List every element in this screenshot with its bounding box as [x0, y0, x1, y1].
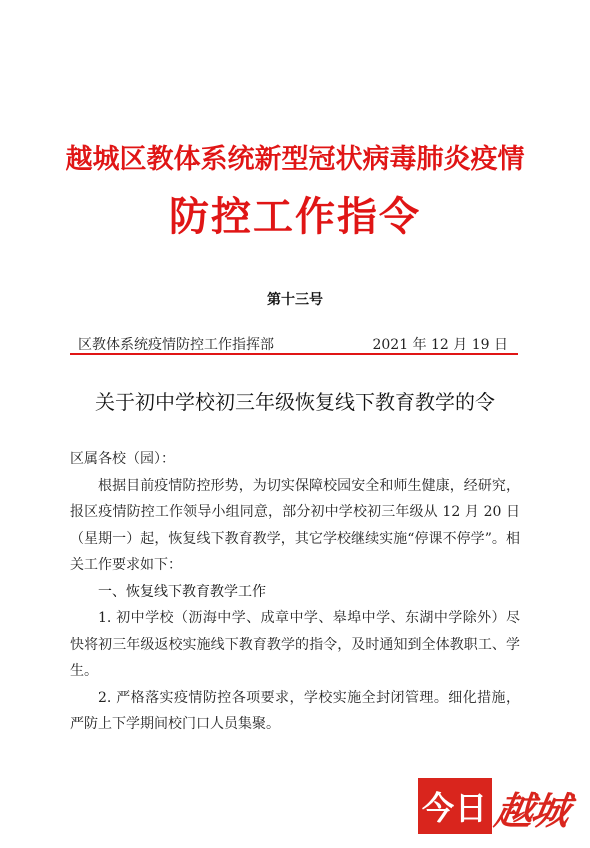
salutation: 区属各校（园）：: [70, 451, 175, 467]
intro-paragraph: 根据目前疫情防控形势，为切实保障校园安全和师生健康，经研究，报区疫情防控工作领导小组同意，部分初中学校初三年级从 12 月 20 日（星期一）起，恢复线下教育教学，其它学校继续实施“停课不停学”。相关工作要求如下：: [70, 477, 520, 573]
section-heading-1: 一、恢复线下教育教学工作: [98, 583, 266, 600]
watermark-logo-block: [418, 778, 492, 834]
list-item-1: 1. 初中学校（沥海中学、成章中学、皋埠中学、东湖中学除外）尽快将初三年级返校实施线下教育教学的指令，及时通知到全体教职工、学生。: [70, 610, 520, 679]
red-divider-line: [70, 353, 518, 355]
issue-date: 2021 年 12 月 19 日: [372, 337, 508, 353]
document-title: 关于初中学校初三年级恢复线下教育教学的令: [95, 390, 495, 414]
watermark-logo: [418, 778, 578, 836]
document-body: [70, 446, 520, 738]
issuing-authority: 区教体系统疫情防控工作指挥部: [78, 337, 274, 353]
header-title-line-2: 防控工作指令: [169, 193, 421, 240]
watermark-block-text: 今日: [421, 789, 488, 827]
document-number: 第十三号: [267, 292, 323, 308]
list-item-2: 2. 严格落实疫情防控各项要求，学校实施全封闭管理。细化措施，严防上下学期间校门口人员集聚。: [70, 689, 520, 732]
watermark-script-text: 越城: [491, 788, 572, 833]
header-title-line-1: 越城区教体系统新型冠状病毒肺炎疫情: [65, 144, 525, 175]
